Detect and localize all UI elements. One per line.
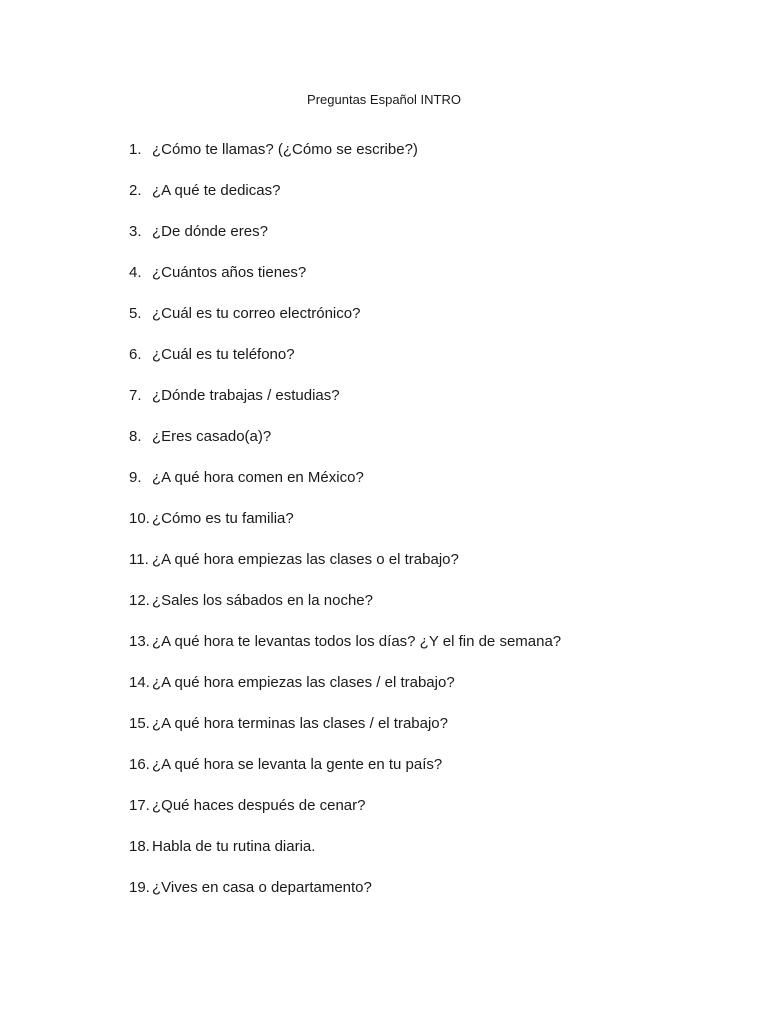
question-item — [129, 262, 729, 303]
question-text: ¿A qué hora te levantas todos los días? ¿Y el fin de semana? — [152, 633, 562, 650]
question-item — [129, 713, 729, 754]
question-item — [129, 836, 729, 877]
question-number: 13. — [129, 633, 150, 650]
question-text: ¿Sales los sábados en la noche? — [152, 592, 373, 609]
question-item — [129, 590, 729, 631]
question-item — [129, 467, 729, 508]
question-text: ¿A qué hora empiezas las clases / el trabajo? — [152, 674, 455, 691]
question-text: ¿Dónde trabajas / estudias? — [152, 387, 340, 404]
question-text: ¿Cuántos años tienes? — [152, 264, 307, 281]
question-text: ¿Eres casado(a)? — [152, 428, 272, 445]
question-number: 1. — [129, 141, 142, 158]
question-number: 7. — [129, 387, 142, 404]
question-item — [129, 139, 729, 180]
question-text: ¿Cómo te llamas? (¿Cómo se escribe?) — [152, 141, 418, 158]
question-text: Habla de tu rutina diaria. — [152, 838, 316, 855]
question-text: ¿Cuál es tu teléfono? — [152, 346, 295, 363]
question-number: 10. — [129, 510, 150, 527]
question-text: ¿Cómo es tu familia? — [152, 510, 294, 527]
question-text: ¿A qué hora comen en México? — [152, 469, 364, 486]
question-number: 6. — [129, 346, 142, 363]
question-number: 19. — [129, 879, 150, 896]
question-item — [129, 303, 729, 344]
question-text: ¿De dónde eres? — [152, 223, 268, 240]
question-number: 16. — [129, 756, 150, 773]
question-item — [129, 549, 729, 590]
question-item — [129, 508, 729, 549]
question-item — [129, 672, 729, 713]
question-text: ¿A qué hora empiezas las clases o el trabajo? — [152, 551, 459, 568]
question-item — [129, 795, 729, 836]
question-number: 2. — [129, 182, 142, 199]
question-text: ¿Cuál es tu correo electrónico? — [152, 305, 361, 322]
question-list — [129, 139, 729, 918]
document-title: Preguntas Español INTRO — [307, 92, 461, 107]
question-number: 8. — [129, 428, 142, 445]
question-text: ¿A qué hora se levanta la gente en tu país? — [152, 756, 443, 773]
question-number: 18. — [129, 838, 150, 855]
question-item — [129, 426, 729, 467]
question-number: 9. — [129, 469, 142, 486]
question-item — [129, 385, 729, 426]
question-text: ¿A qué hora terminas las clases / el trabajo? — [152, 715, 448, 732]
question-item — [129, 754, 729, 795]
question-item — [129, 221, 729, 262]
question-number: 14. — [129, 674, 150, 691]
question-number: 4. — [129, 264, 142, 281]
question-number: 3. — [129, 223, 142, 240]
question-text: ¿A qué te dedicas? — [152, 182, 281, 199]
question-number: 15. — [129, 715, 150, 732]
question-item — [129, 180, 729, 221]
question-item — [129, 344, 729, 385]
question-number: 5. — [129, 305, 142, 322]
question-item — [129, 631, 729, 672]
question-number: 17. — [129, 797, 150, 814]
question-number: 11. — [129, 551, 149, 568]
question-text: ¿Qué haces después de cenar? — [152, 797, 366, 814]
question-text: ¿Vives en casa o departamento? — [152, 879, 372, 896]
question-item — [129, 877, 729, 918]
question-number: 12. — [129, 592, 150, 609]
